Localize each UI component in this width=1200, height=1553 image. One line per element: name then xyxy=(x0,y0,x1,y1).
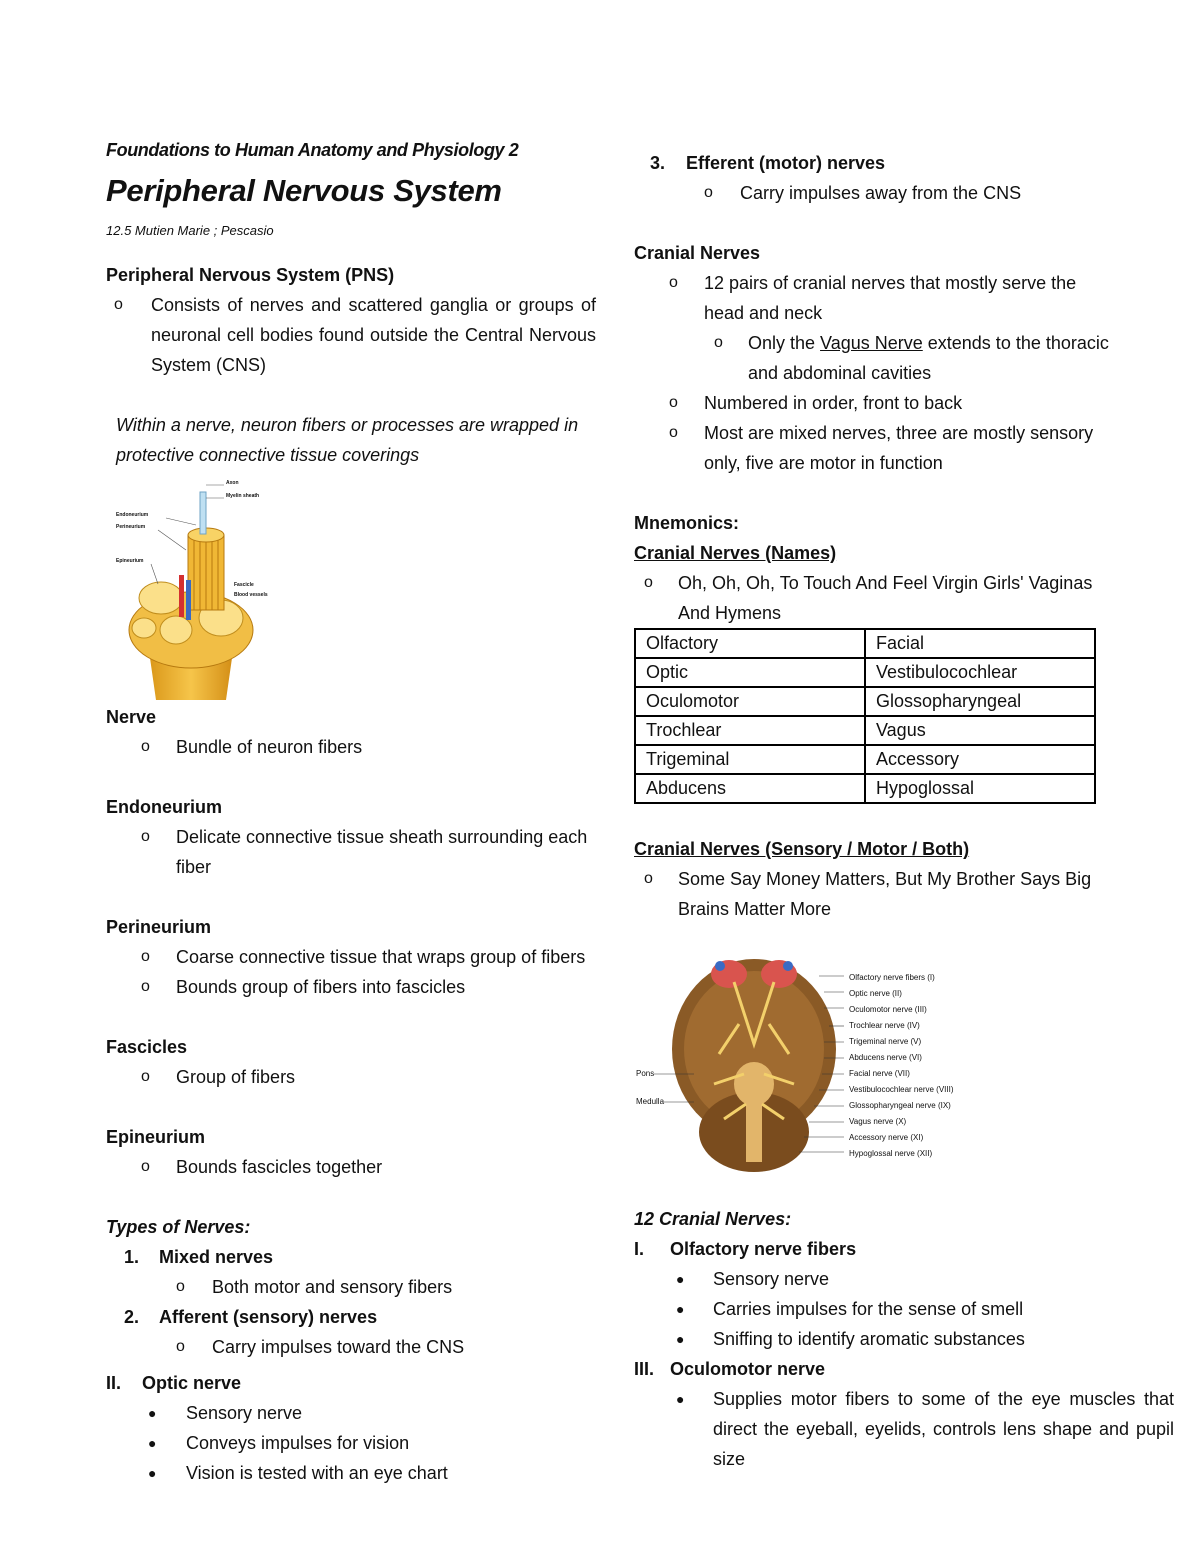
term-item: o Group of fibers xyxy=(106,1062,596,1092)
bullet-icon: ● xyxy=(676,1331,685,1347)
pns-bullet: o Consists of nerves and scattered ganglia or groups of neuronal cell bodies found outside the Central Nervous System (CNS) xyxy=(106,290,596,380)
table-cell: Optic xyxy=(635,658,865,687)
table-cell: Vestibulocochlear xyxy=(865,658,1095,687)
table-row xyxy=(635,716,1095,745)
circle-bullet-icon: o xyxy=(141,738,150,755)
cranial-heading: Cranial Nerves xyxy=(634,243,761,263)
cranial-bullet: o Most are mixed nerves, three are mostly sensory only, five are motor in function xyxy=(634,418,1094,478)
type-sub-item: o Both motor and sensory fibers xyxy=(106,1272,596,1302)
table-cell: Abducens xyxy=(635,774,865,803)
term-item: o Bounds group of fibers into fascicles xyxy=(106,972,596,1002)
circle-bullet-icon: o xyxy=(141,1158,150,1175)
circle-bullet-icon: o xyxy=(176,1338,185,1355)
term-heading-fascicles: Fascicles xyxy=(106,1037,188,1057)
term-heading-epineurium: Epineurium xyxy=(106,1127,206,1147)
optic-item: ● Sensory nerve xyxy=(106,1398,596,1428)
brain-label: Facial nerve (VII) xyxy=(849,1069,910,1078)
bullet-icon: ● xyxy=(676,1301,685,1317)
bullet-icon: ● xyxy=(148,1405,157,1421)
cranial-bullet: o Numbered in order, front to back xyxy=(634,388,1174,418)
brain-label-medulla: Medulla xyxy=(636,1097,665,1106)
table-cell: Hypoglossal xyxy=(865,774,1095,803)
names-heading: Cranial Nerves (Names) xyxy=(634,543,837,563)
type-sub-item: o Carry impulses away from the CNS xyxy=(634,178,1174,208)
optic-item: ● Conveys impulses for vision xyxy=(106,1428,596,1458)
cranial-nerves-figure xyxy=(634,944,1174,1204)
cranial-sub-bullet: o Only the Vagus Nerve extends to the thoracic and abdominal cavities xyxy=(634,328,1118,388)
brain-label: Glossopharyngeal nerve (IX) xyxy=(849,1101,951,1110)
brain-label: Accessory nerve (XI) xyxy=(849,1133,924,1142)
term-item: o Bundle of neuron fibers xyxy=(106,732,596,762)
circle-bullet-icon: o xyxy=(141,978,150,995)
term-item: o Coarse connective tissue that wraps group of fibers xyxy=(106,942,596,972)
nerve-label-endoneurium: Endoneurium xyxy=(116,512,149,518)
table-cell: Trochlear xyxy=(635,716,865,745)
nerve-cross-section-figure xyxy=(106,480,596,702)
olfactory-heading: I. Olfactory nerve fibers xyxy=(634,1239,857,1259)
circle-bullet-icon: o xyxy=(644,870,653,887)
term-heading-perineurium: Perineurium xyxy=(106,917,212,937)
nerve-label-myelin-sheath: Myelin sheath xyxy=(226,493,260,499)
table-cell: Vagus xyxy=(865,716,1095,745)
brain-label: Oculomotor nerve (III) xyxy=(849,1005,927,1014)
brain-label: Optic nerve (II) xyxy=(849,989,902,998)
nerve-label-blood-vessels: Blood vessels xyxy=(234,592,268,598)
twelve-heading: 12 Cranial Nerves: xyxy=(634,1209,792,1229)
brain-nerve-labels xyxy=(849,970,954,1162)
pns-note: Within a nerve, neuron fibers or processes are wrapped in protective connective tissue coverings xyxy=(116,415,579,465)
course-title: Foundations to Human Anatomy and Physiology 2 xyxy=(106,140,519,160)
brain-label: Vestibulocochlear nerve (VIII) xyxy=(849,1085,954,1094)
term-item: o Bounds fascicles together xyxy=(106,1152,596,1182)
bullet-icon: ● xyxy=(148,1435,157,1451)
vagus-nerve-link: Vagus Nerve xyxy=(820,333,923,353)
names-mnemonic: o Oh, Oh, Oh, To Touch And Feel Virgin Girls' Vaginas And Hymens xyxy=(634,568,1098,628)
type-sub-item: o Carry impulses toward the CNS xyxy=(106,1332,596,1362)
left-column xyxy=(106,140,596,1488)
table-cell: Olfactory xyxy=(635,629,865,658)
circle-bullet-icon: o xyxy=(141,1068,150,1085)
type-item: 3. Efferent (motor) nerves xyxy=(650,153,886,173)
circle-bullet-icon: o xyxy=(669,424,678,441)
term-heading-nerve: Nerve xyxy=(106,707,157,727)
olfactory-item: ● Sniffing to identify aromatic substances xyxy=(634,1324,1174,1354)
table-row xyxy=(635,745,1095,774)
circle-bullet-icon: o xyxy=(669,274,678,291)
bullet-icon: ● xyxy=(676,1391,685,1407)
table-row xyxy=(635,687,1095,716)
circle-bullet-icon: o xyxy=(114,296,123,313)
oculomotor-item: ● Supplies motor fibers to some of the eye muscles that direct the eyeball, eyelids, controls lens shape and pupil size xyxy=(634,1384,1174,1474)
mnemonics-heading: Mnemonics: xyxy=(634,513,740,533)
brain-label: Vagus nerve (X) xyxy=(849,1117,907,1126)
right-column xyxy=(634,148,1174,1474)
olfactory-item: ● Sensory nerve xyxy=(634,1264,1174,1294)
pns-heading: Peripheral Nervous System (PNS) xyxy=(106,265,395,285)
circle-bullet-icon: o xyxy=(141,948,150,965)
nerve-label-axon: Axon xyxy=(226,480,239,486)
cranial-bullet: o 12 pairs of cranial nerves that mostly serve the head and neck xyxy=(634,268,1084,328)
circle-bullet-icon: o xyxy=(669,394,678,411)
table-row xyxy=(635,658,1095,687)
table-row xyxy=(635,629,1095,658)
circle-bullet-icon: o xyxy=(141,828,150,845)
term-item: o Delicate connective tissue sheath surrounding each fiber xyxy=(106,822,596,882)
brain-label: Hypoglossal nerve (XII) xyxy=(849,1149,933,1158)
circle-bullet-icon: o xyxy=(176,1278,185,1295)
brain-label: Trochlear nerve (IV) xyxy=(849,1021,920,1030)
type-item: 1. Mixed nerves xyxy=(124,1247,274,1267)
olfactory-item: ● Carries impulses for the sense of smell xyxy=(634,1294,1174,1324)
smb-heading: Cranial Nerves (Sensory / Motor / Both) xyxy=(634,839,970,859)
optic-nerve-heading: II. Optic nerve xyxy=(106,1373,242,1393)
brain-label-pons: Pons xyxy=(636,1069,655,1078)
table-cell: Trigeminal xyxy=(635,745,865,774)
page-title: Peripheral Nervous System xyxy=(106,173,502,208)
table-cell: Glossopharyngeal xyxy=(865,687,1095,716)
brain-label: Trigeminal nerve (V) xyxy=(849,1037,922,1046)
types-heading: Types of Nerves: xyxy=(106,1217,251,1237)
term-heading-endoneurium: Endoneurium xyxy=(106,797,222,817)
smb-mnemonic: o Some Say Money Matters, But My Brother Says Big Brains Matter More xyxy=(634,864,1098,924)
table-cell: Facial xyxy=(865,629,1095,658)
circle-bullet-icon: o xyxy=(644,574,653,591)
table-cell: Accessory xyxy=(865,745,1095,774)
optic-item: ● Vision is tested with an eye chart xyxy=(106,1458,596,1488)
brain-label: Abducens nerve (VI) xyxy=(849,1053,922,1062)
cranial-names-table xyxy=(634,628,1096,804)
bullet-icon: ● xyxy=(148,1465,157,1481)
nerve-label-fascicle: Fascicle xyxy=(234,582,254,588)
oculomotor-heading: III. Oculomotor nerve xyxy=(634,1359,826,1379)
circle-bullet-icon: o xyxy=(714,334,723,351)
type-item: 2. Afferent (sensory) nerves xyxy=(124,1307,378,1327)
nerve-label-perineurium: Perineurium xyxy=(116,524,146,530)
author-line: 12.5 Mutien Marie ; Pescasio xyxy=(106,223,274,238)
table-cell: Oculomotor xyxy=(635,687,865,716)
nerve-label-epineurium: Epineurium xyxy=(116,558,144,564)
bullet-icon: ● xyxy=(676,1271,685,1287)
table-row xyxy=(635,774,1095,803)
circle-bullet-icon: o xyxy=(704,184,713,201)
brain-label: Olfactory nerve fibers (I) xyxy=(849,973,935,982)
